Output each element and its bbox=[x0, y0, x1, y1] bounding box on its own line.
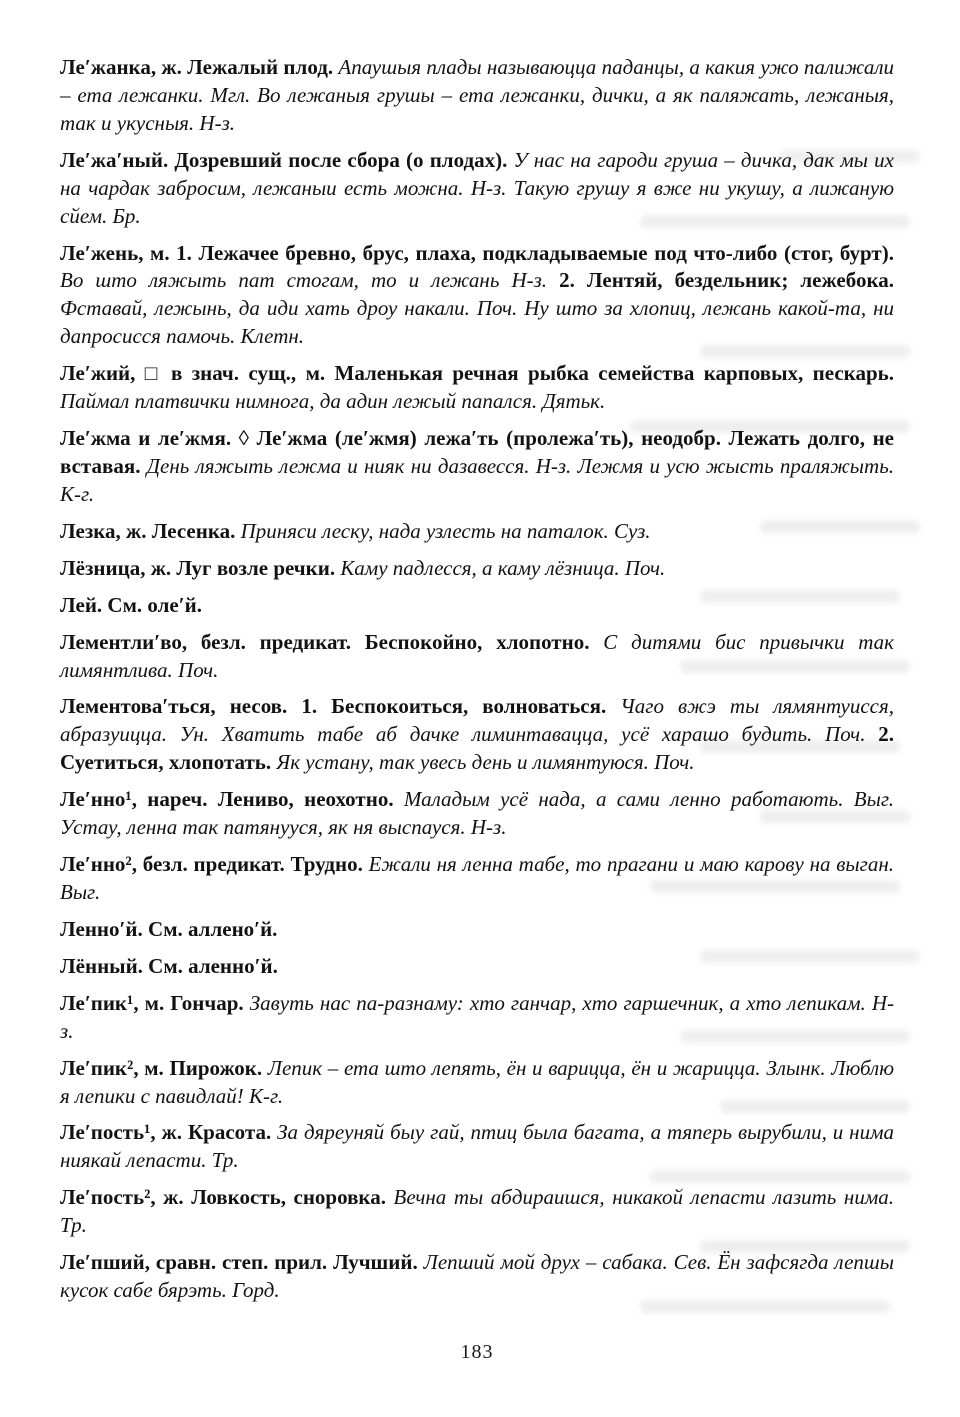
entry-headword-definition: Лезка, ж. Лесенка. bbox=[60, 518, 241, 543]
entry-headword-definition: Ле′жма и ле′жмя. ◊ Ле′жма (ле′жмя) лежа′ть (пролежа′ть), неодобр. Лежать долго, не вставая. bbox=[60, 426, 894, 478]
dictionary-entry bbox=[60, 147, 894, 231]
dictionary-entry bbox=[60, 54, 894, 138]
entry-headword-definition: Ле′жа′ный. Дозревший после сбора (о плодах). bbox=[60, 147, 514, 172]
entry-headword-definition: Лёзница, ж. Луг возле речки. bbox=[60, 555, 341, 580]
dictionary-entry bbox=[60, 425, 894, 509]
page-footer bbox=[60, 1341, 894, 1364]
entry-example: У нас на гароди груша – дичка, дак мы их на чардак забросим, лежаныи есть можна. Н-з. Такую грушу я вже ни укушу, а лижаную сйем. Бр. bbox=[60, 147, 894, 228]
entry-example: Ежали ня ленна табе, то прагани и маю карову на выган. Выг. bbox=[60, 852, 894, 904]
dictionary-entry bbox=[60, 916, 894, 944]
entry-headword-definition: Лённый. См. аленно′й. bbox=[60, 953, 278, 978]
entry-example: С дитями бис привычки так лимянтлива. Поч. bbox=[60, 629, 894, 682]
dictionary-entry bbox=[60, 851, 894, 907]
entry-example: Каму падлесся, а каму лёзница. Поч. bbox=[340, 555, 666, 580]
dictionary-entry bbox=[60, 240, 894, 352]
entry-example: Фставай, лежынь, да иди хать дроу накали. Поч. Ну што за хлопиц, лежань какой-та, ни дапросисся памочь. Клетн. bbox=[60, 296, 894, 349]
entry-headword-definition: Ле′пость¹, ж. Красота. bbox=[60, 1120, 278, 1145]
entry-example: Паймал платвички нимнога, да адин лежый папался. Дятьк. bbox=[60, 389, 606, 414]
entry-headword-definition: Лементли′во, безл. предикат. Беспокойно, хлопотно. bbox=[60, 629, 604, 654]
entry-example: День ляжыть лежма и нияк ни дазавесся. Н-з. Лежмя и усю жысть праляжыть. К-г. bbox=[60, 453, 894, 506]
dictionary-entry bbox=[60, 990, 894, 1046]
entry-headword-definition: Лей. См. оле′й. bbox=[60, 592, 202, 617]
dictionary-entry bbox=[60, 360, 894, 416]
entry-headword-definition: Ле′жий, □ в знач. сущ., м. Маленькая речная рыбка семейства карповых, пескарь. bbox=[60, 361, 894, 386]
entry-headword-definition: Ле′пость², ж. Ловкость, сноровка. bbox=[60, 1185, 394, 1210]
entry-example: Во што ляжыть пат стогам, то и лежань Н-з. bbox=[60, 268, 560, 293]
dictionary-entry bbox=[60, 953, 894, 981]
entry-headword-definition: Лементова′ться, несов. 1. Беспокоиться, волноваться. bbox=[60, 694, 621, 719]
entry-example: Вечна ты абдираишся, никакой лепасти лазить нима. Тр. bbox=[60, 1185, 894, 1238]
dictionary-entry bbox=[60, 1119, 894, 1175]
entry-headword-definition: 2. Суетиться, хлопотать. bbox=[60, 722, 894, 775]
entry-headword-definition: 2. Лентяй, бездельник; лежебока. bbox=[559, 268, 894, 293]
dictionary-entry bbox=[60, 1184, 894, 1240]
dictionary-entry bbox=[60, 518, 894, 546]
entry-headword-definition: Ле′жень, м. 1. Лежачее бревно, брус, плаха, подкладываемые под что-либо (стог, бурт). bbox=[60, 240, 894, 265]
entry-example: Чаго вжэ ты лямянтуисся, абразуицца. Ун. Хватить табе аб дачке лиминтавацца, усё харашо будить. Поч. bbox=[60, 694, 894, 747]
entries-list bbox=[60, 54, 894, 1305]
dictionary-entry bbox=[60, 786, 894, 842]
entry-headword-definition: Ле′пик², м. Пирожок. bbox=[60, 1055, 268, 1080]
entry-example: Маладым усё нада, а сами ленно работають. Выг. Устау, ленна так патянууся, як ня выспауся. Н-з. bbox=[60, 787, 894, 840]
entry-example: Приняси леску, нада узлесть на паталок. Суз. bbox=[240, 518, 651, 543]
entry-headword-definition: Ле′пик¹, м. Гончар. bbox=[60, 990, 250, 1015]
entry-headword-definition: Ле′жанка, ж. Лежалый плод. bbox=[60, 55, 339, 79]
dictionary-entry bbox=[60, 1249, 894, 1305]
entry-headword-definition: Ле′пший, сравн. степ. прил. Лучший. bbox=[60, 1250, 424, 1275]
entry-example: Лепший мой друх – сабака. Сев. Ён зафсягда лепшы кусок сабе бярэть. Горд. bbox=[60, 1250, 895, 1303]
dictionary-entry bbox=[60, 693, 894, 777]
dictionary-entry bbox=[60, 629, 894, 685]
entry-example: За дяреуняй быу гай, птиц была багата, а тяперь вырубили, и нима ниякай лепасти. Тр. bbox=[60, 1120, 895, 1173]
entry-example: Апаушыя плады называюцца паданцы, а какия ужо палижали – ета лежанки. Мгл. Во лежаныя грушы – ета лежанки, дички, а як паляжать, лежаныя, так и укусныя. Н-з. bbox=[60, 55, 894, 135]
entry-headword-definition: Ле′нно¹, нареч. Лениво, неохотно. bbox=[60, 787, 404, 812]
dictionary-entry bbox=[60, 1055, 894, 1111]
entry-headword-definition: Ленно′й. См. аллено′й. bbox=[60, 916, 278, 941]
dictionary-entry bbox=[60, 555, 894, 583]
entry-headword-definition: Ле′нно², безл. предикат. Трудно. bbox=[60, 852, 369, 877]
entry-example: Лепик – ета што лепять, ён и варицца, ён и жарицца. Злынк. Люблю я лепики с павидлай! К-г. bbox=[60, 1055, 895, 1108]
entry-example: Як устану, так увесь день и лимянтуюся. Поч. bbox=[276, 750, 695, 775]
page-number: 183 bbox=[460, 1340, 494, 1363]
entry-example: Завуть нас па-разнаму: хто ганчар, хто гаршечник, а хто лепикам. Н-з. bbox=[60, 990, 894, 1043]
dictionary-entry bbox=[60, 592, 894, 620]
